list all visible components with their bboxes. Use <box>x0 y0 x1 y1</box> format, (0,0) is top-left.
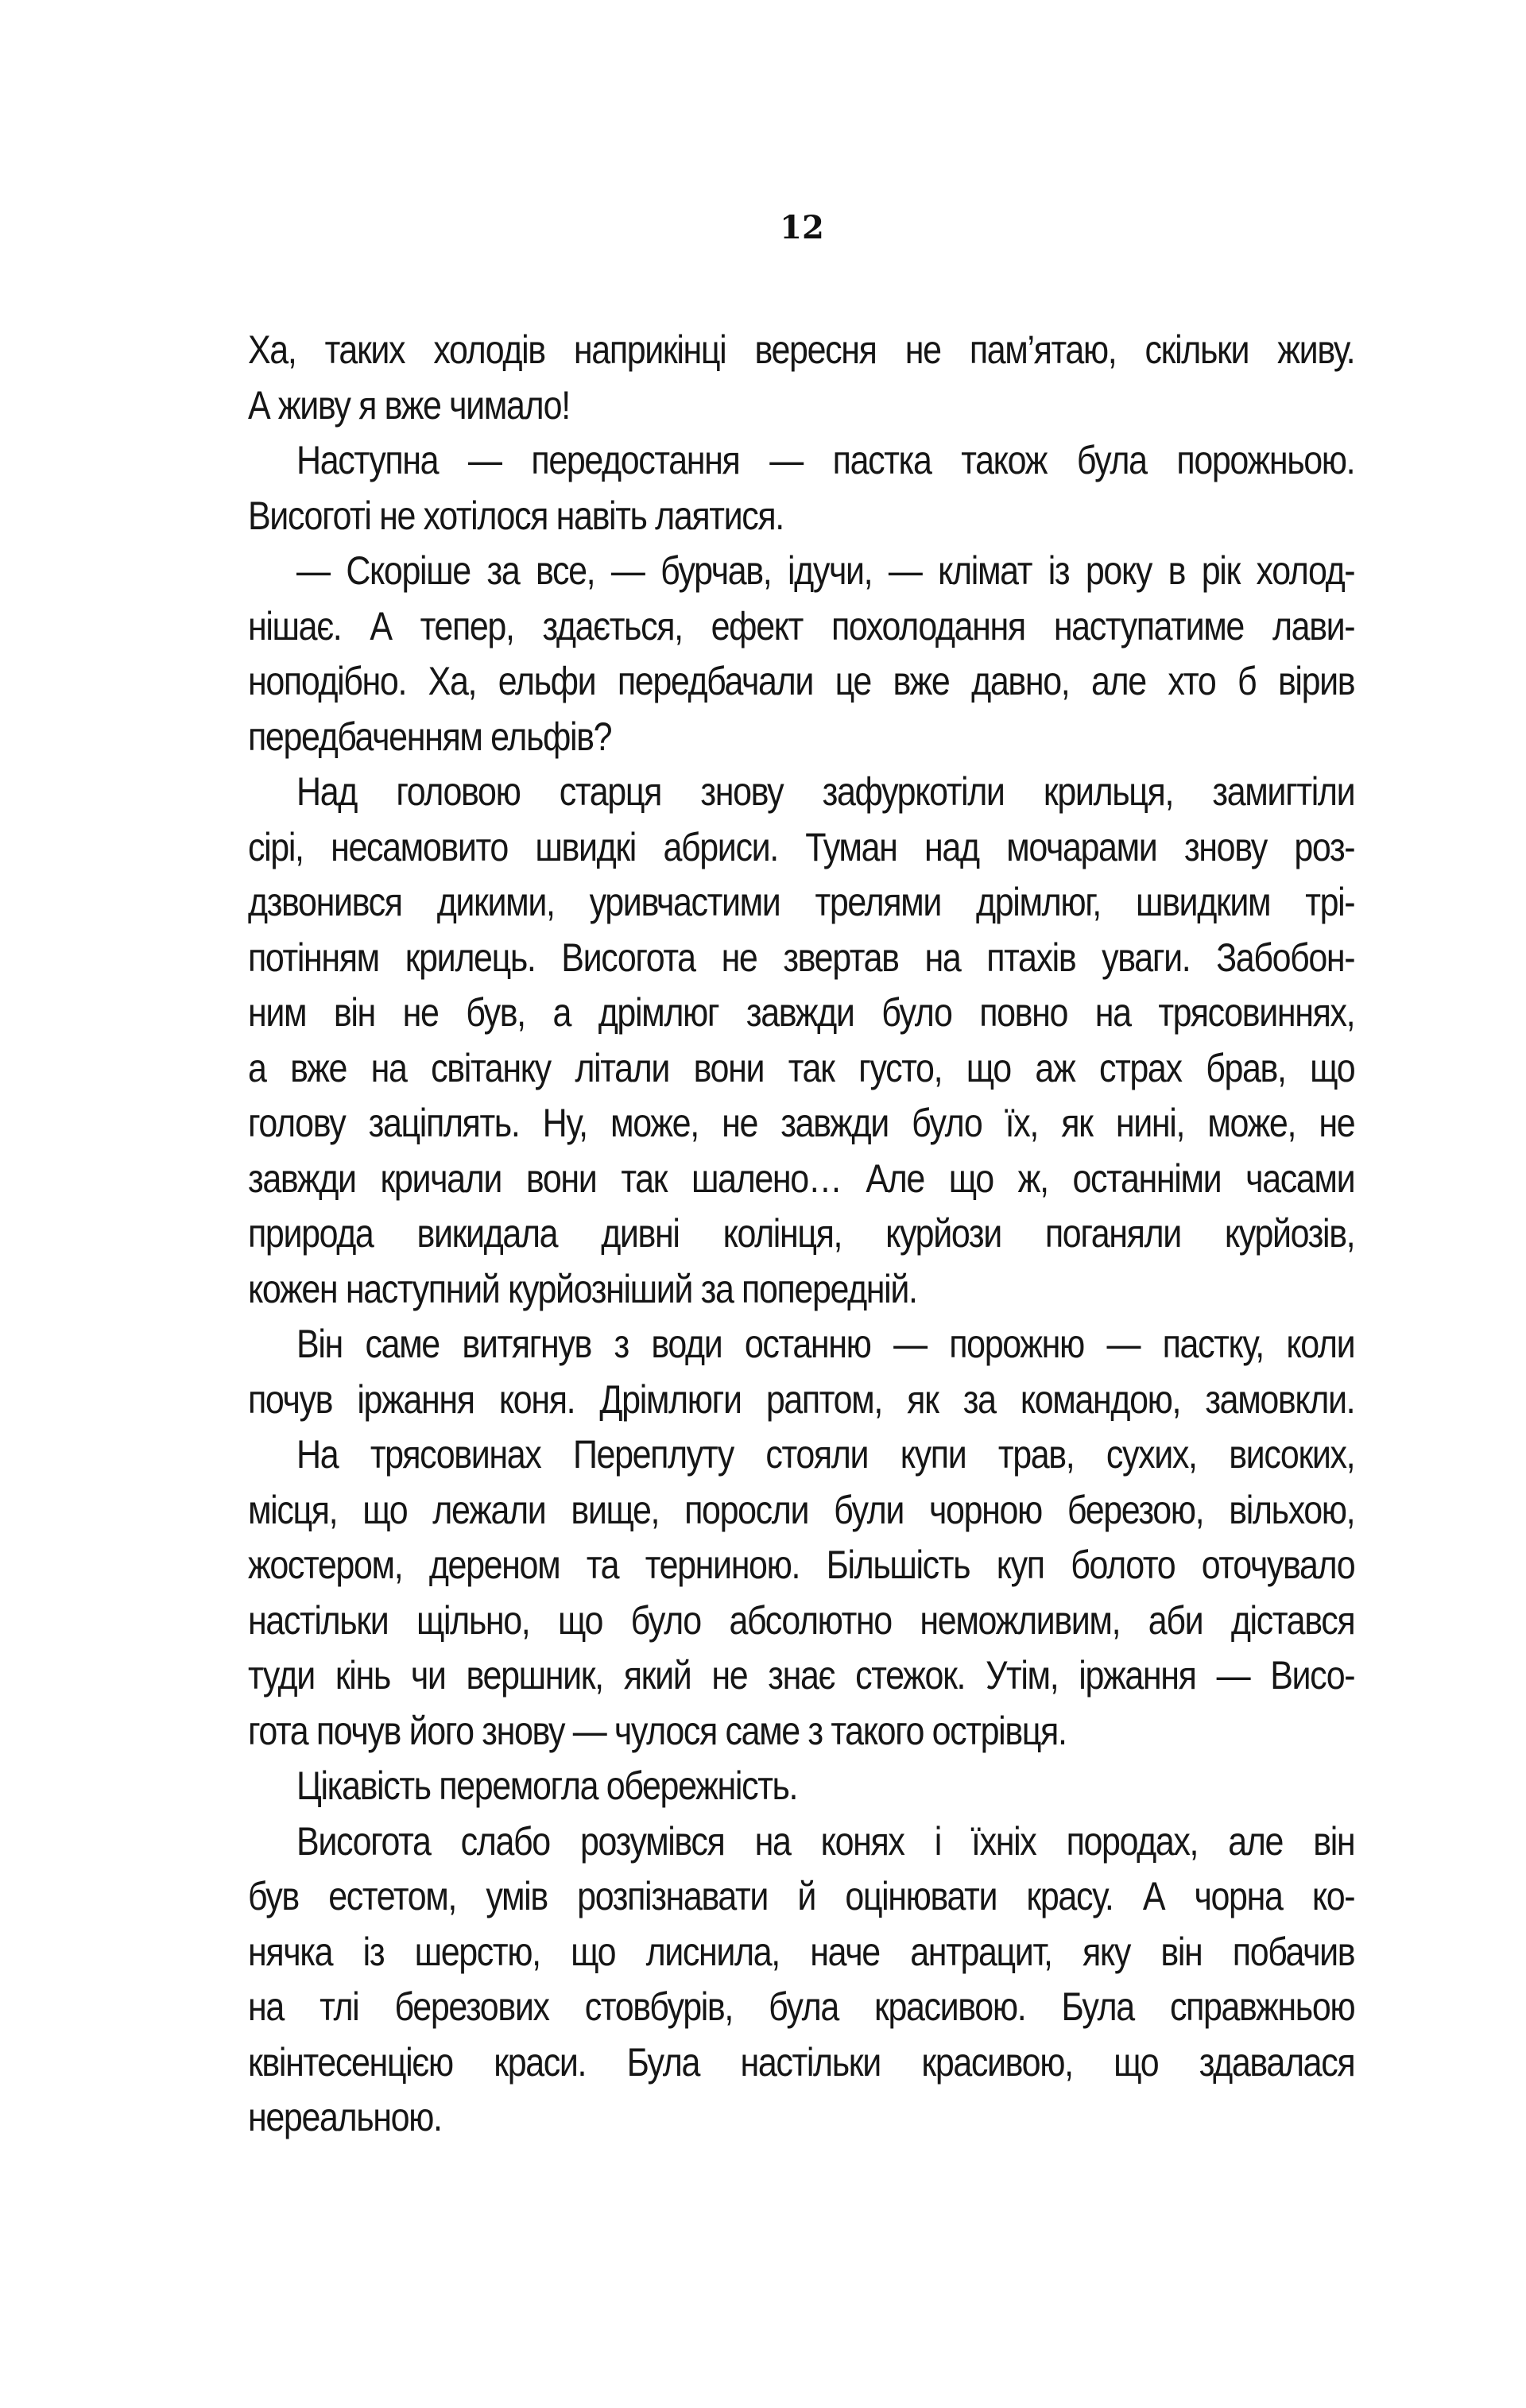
text-line: кожен наступний курйозніший за попередній. <box>248 1266 917 1311</box>
text-line: почув іржання коня. Дрімлюги раптом, як за командою, замовкли. <box>248 1376 1355 1422</box>
text-line: Над головою старця знову зафуркотіли крильця, замигтіли <box>296 769 1355 814</box>
text-line: Ха, таких холодів наприкінці вересня не пам’ятаю, скільки живу. <box>248 327 1355 372</box>
page-number: 12 <box>780 209 824 246</box>
text-line: нереальною. <box>248 2095 442 2139</box>
text-line: завжди кричали вони так шалено… Але що ж, останніми часами <box>248 1156 1355 1201</box>
text-line: нячка із шерстю, що лиснила, наче антрацит, яку він побачив <box>248 1929 1355 1974</box>
text-line: на тлі березових стовбурів, була красивою. Була справжньою <box>248 1984 1355 2029</box>
text-line: туди кінь чи вершник, який не знає стежок. Утім, іржання — Висо- <box>248 1653 1355 1698</box>
text-line: Цікавість перемогла обережність. <box>296 1763 798 1808</box>
text-line: — Скоріше за все, — бурчав, ідучи, — клімат із року в рік холод- <box>296 548 1355 593</box>
text-line: а вже на світанку літали вони так густо, що аж страх брав, що <box>248 1045 1355 1090</box>
text-line: дзвонився дикими, уривчастими трелями дрімлюг, швидким трі- <box>248 880 1355 924</box>
text-line: голову заціплять. Ну, може, не завжди було їх, як нині, може, не <box>248 1101 1355 1145</box>
text-line: ним він не був, а дрімлюг завжди було повно на трясовиннях, <box>248 990 1355 1035</box>
text-line: Висоготі не хотілося навіть лаятися. <box>248 493 784 538</box>
text-line: Він саме витягнув з води останню — порожню — пастку, коли <box>296 1322 1355 1366</box>
text-line: Наступна — передостання — пастка також була порожньою. <box>296 438 1355 482</box>
text-line: нішає. А тепер, здається, ефект похолодання наступатиме лави- <box>248 603 1355 648</box>
text-line: ноподібно. Ха, ельфи передбачали це вже давно, але хто б вірив <box>248 659 1355 703</box>
text-line: місця, що лежали вище, поросли були чорною березою, вільхою, <box>248 1487 1355 1532</box>
page-body-text <box>248 323 1354 2146</box>
text-line: природа викидала дивні колінця, курйози поганяли курйозів, <box>248 1211 1355 1256</box>
text-line: потінням крилець. Висогота не звертав на птахів уваги. Забобон- <box>248 935 1355 980</box>
text-line: На трясовинах Переплуту стояли купи трав, сухих, високих, <box>296 1432 1355 1477</box>
text-line: Висогота слабо розумівся на конях і їхніх породах, але він <box>296 1818 1355 1864</box>
text-line: А живу я вже чимало! <box>248 382 570 428</box>
text-line: квінтесенцією краси. Була настільки красивою, що здавалася <box>248 2039 1355 2085</box>
text-line: настільки щільно, що було абсолютно неможливим, аби дістався <box>248 1597 1355 1643</box>
text-line: гота почув його знову — чулося саме з такого острівця. <box>248 1708 1067 1753</box>
text-line: сірі, несамовито швидкі абриси. Туман над мочарами знову роз- <box>248 824 1355 869</box>
text-line: передбаченням ельфів? <box>248 714 612 759</box>
text-line: жостером, дереном та терниною. Більшість куп болото оточувало <box>248 1543 1355 1587</box>
text-line: був естетом, умів розпізнавати й оцінювати красу. А чорна ко- <box>248 1874 1355 1918</box>
